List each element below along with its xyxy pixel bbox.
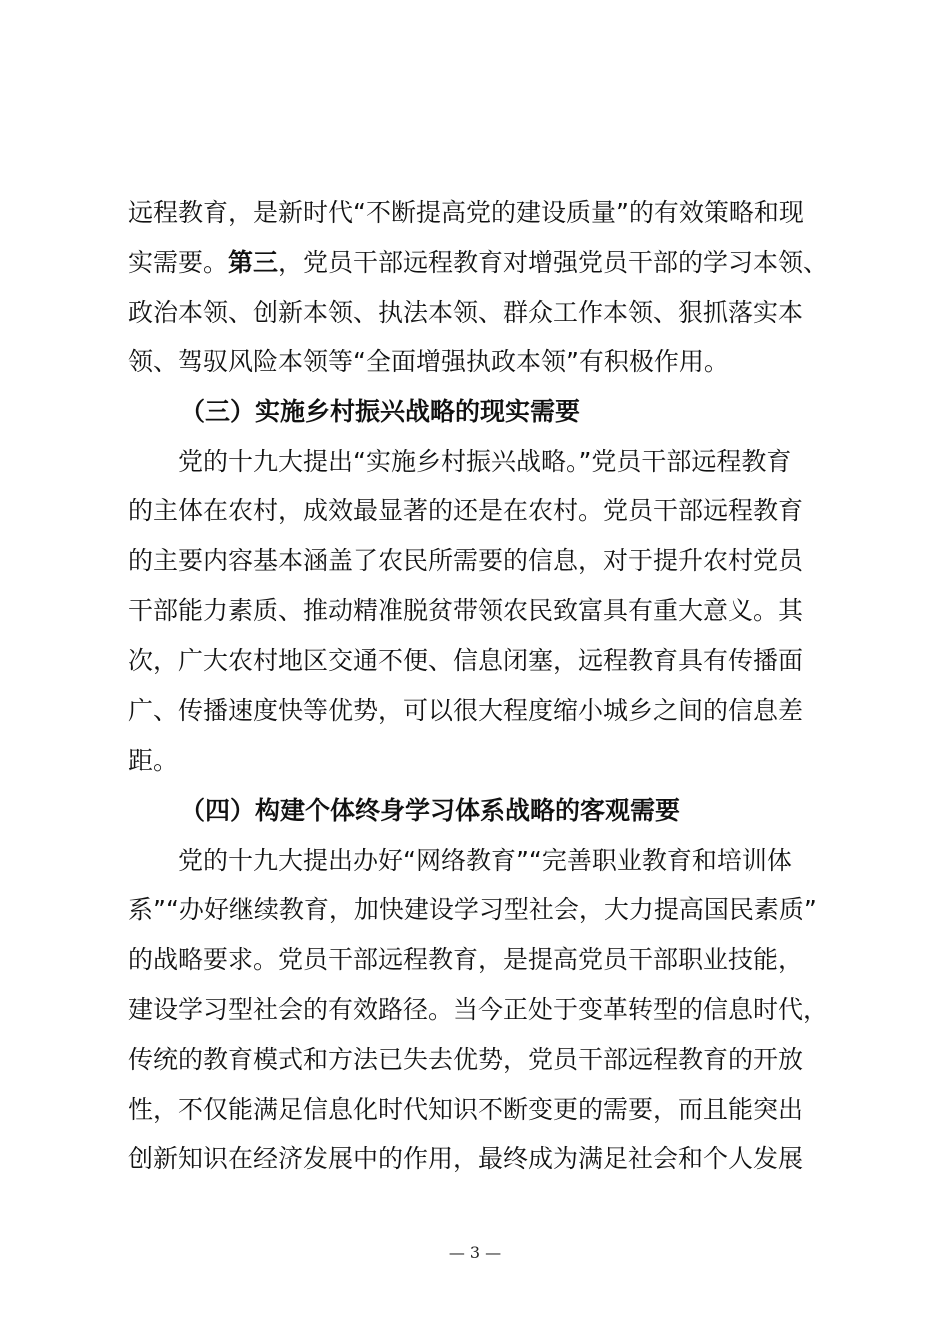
paragraph-line: 广、传播速度快等优势，可以很大程度缩小城乡之间的信息差 <box>128 696 804 725</box>
paragraph-line: 的主要内容基本涵盖了农民所需要的信息，对于提升农村党员 <box>128 546 804 575</box>
paragraph-line <box>128 248 828 278</box>
text-span: ，党员干部远程教育对增强党员干部的学习本领、 <box>278 248 829 277</box>
paragraph-line: 远程教育，是新时代“不断提高党的建设质量”的有效策略和现 <box>128 198 804 227</box>
paragraph-line: 次，广大农村地区交通不便、信息闭塞，远程教育具有传播面 <box>128 646 804 675</box>
paragraph-line: 系”“办好继续教育，加快建设学习型社会，大力提高国民素质” <box>128 895 817 924</box>
page-number: — 3 — <box>448 1243 502 1262</box>
paragraph-line: 的战略要求。党员干部远程教育，是提高党员干部职业技能， <box>128 945 804 974</box>
paragraph-line: 建设学习型社会的有效路径。当今正处于变革转型的信息时代， <box>128 995 829 1024</box>
paragraph-line: 性，不仅能满足信息化时代知识不断变更的需要，而且能突出 <box>128 1095 804 1124</box>
section-heading: （四）构建个体终身学习体系战略的客观需要 <box>180 796 681 825</box>
paragraph-line: 创新知识在经济发展中的作用，最终成为满足社会和个人发展 <box>128 1144 804 1173</box>
paragraph-line: 传统的教育模式和方法已失去优势，党员干部远程教育的开放 <box>128 1045 804 1074</box>
paragraph-line: 领、驾驭风险本领等“全面增强执政本领”有积极作用。 <box>128 347 729 376</box>
bold-emphasis: 第三 <box>228 248 279 277</box>
paragraph-line: 的主体在农村，成效最显著的还是在农村。党员干部远程教育 <box>128 496 804 525</box>
text-span: 实需要。 <box>128 248 229 277</box>
paragraph-line: 党的十九大提出办好“网络教育”“完善职业教育和培训体 <box>178 846 792 875</box>
paragraph-line: 干部能力素质、推动精准脱贫带领农民致富具有重大意义。其 <box>128 596 804 625</box>
paragraph-line: 距。 <box>128 746 179 775</box>
paragraph-line: 政治本领、创新本领、执法本领、群众工作本领、狠抓落实本 <box>128 298 804 327</box>
paragraph-line: 党的十九大提出“实施乡村振兴战略。”党员干部远程教育 <box>178 447 792 476</box>
section-heading: （三）实施乡村振兴战略的现实需要 <box>180 397 581 426</box>
